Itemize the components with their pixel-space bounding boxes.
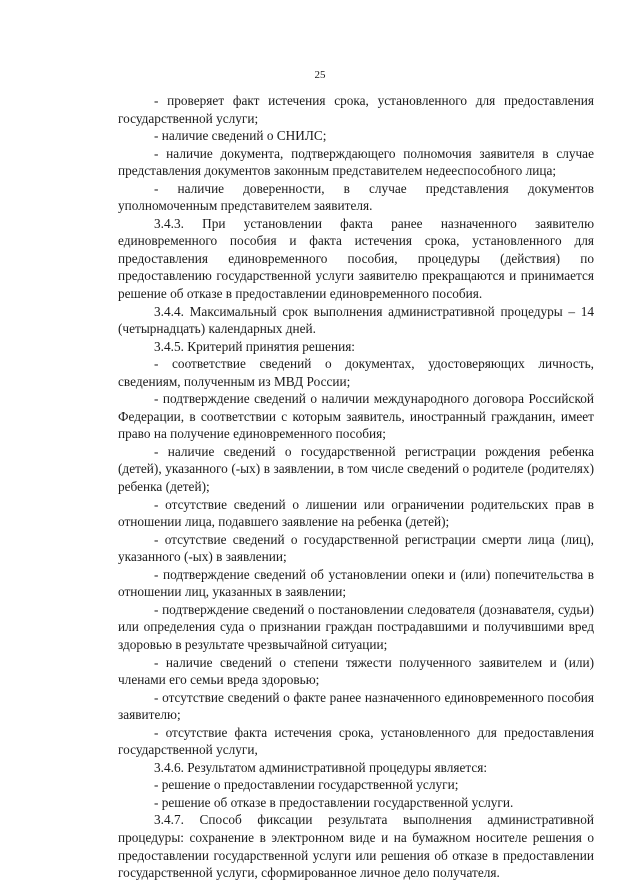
paragraph: - наличие сведений о степени тяжести полученного заявителем и (или) членами его семьи вреда здоровью; bbox=[118, 654, 594, 688]
paragraph: - наличие сведений о СНИЛС; bbox=[154, 128, 327, 144]
paragraph: - проверяет факт истечения срока, установленного для предоставления государственной услуги; bbox=[118, 93, 594, 126]
paragraph: - подтверждение сведений об установлении опеки и (или) попечительства в отношении лиц, указанных в заявлении; bbox=[118, 566, 594, 600]
paragraph: - отсутствие факта истечения срока, установленного для предоставления государственной услуги, bbox=[118, 724, 594, 758]
document-body bbox=[118, 92, 594, 882]
paragraph: - отсутствие сведений о факте ранее назначенного единовременного пособия заявителю; bbox=[118, 689, 594, 723]
paragraph: - отсутствие сведений о государственной регистрации смерти лица (лиц), указанного (-ых) в заявлении; bbox=[118, 531, 594, 565]
paragraph: - отсутствие сведений о лишении или ограничении родительских прав в отношении лица, подавшего заявление на ребенка (детей); bbox=[118, 496, 594, 530]
paragraph: - соответствие сведений о документах, удостоверяющих личность, сведениям, полученным из МВД России; bbox=[118, 356, 594, 389]
paragraph: - решение о предоставлении государственной услуги; bbox=[154, 777, 459, 793]
paragraph: - подтверждение сведений о постановлении следователя (дознавателя, судьи) или определения суда о признании граждан пострадавшими и получившими вред здоровью в результате чрезвычайной ситуации; bbox=[118, 601, 594, 652]
page-number: 25 bbox=[314, 69, 326, 81]
paragraph: - наличие доверенности, в случае представления документов уполномоченным представителем заявителя. bbox=[118, 180, 594, 214]
paragraph: 3.4.4. Максимальный срок выполнения административной процедуры – 14 (четырнадцать) календарных дней. bbox=[118, 303, 594, 337]
paragraph: - наличие документа, подтверждающего полномочия заявителя в случае представления документов законным представителем недееспособного лица; bbox=[118, 145, 594, 179]
paragraph: - подтверждение сведений о наличии международного договора Российской Федерации, в соответствии с которым заявитель, иностранный гражданин, имеет право на получение единовременного пособия; bbox=[118, 391, 594, 442]
paragraph: 3.4.6. Результатом административной процедуры является: bbox=[154, 759, 488, 775]
paragraph: 3.4.7. Способ фиксации результата выполнения административной процедуры: сохранение в электронном виде и на бумажном носителе решения о предоставлении государственной услуги или решения об отказе в предоставлении государственной услуги, сформированное личное дело получателя. bbox=[118, 812, 594, 881]
paragraph: - решение об отказе в предоставлении государственной услуги. bbox=[154, 794, 514, 810]
paragraph: - наличие сведений о государственной регистрации рождения ребенка (детей), указанного (-ых) в заявлении, в том числе сведений о родителе (родителях) ребенка (детей); bbox=[118, 443, 594, 495]
paragraph: 3.4.3. При установлении факта ранее назначенного заявителю единовременного пособия и факта истечения срока, установленного для предоставления единовременного пособия, процедуры (действия) по предоставлению государственной услуги заявителю прекращаются и принимается решение об отказе в предоставлении единовременного пособия. bbox=[118, 215, 594, 302]
paragraph: 3.4.5. Критерий принятия решения: bbox=[154, 338, 356, 354]
